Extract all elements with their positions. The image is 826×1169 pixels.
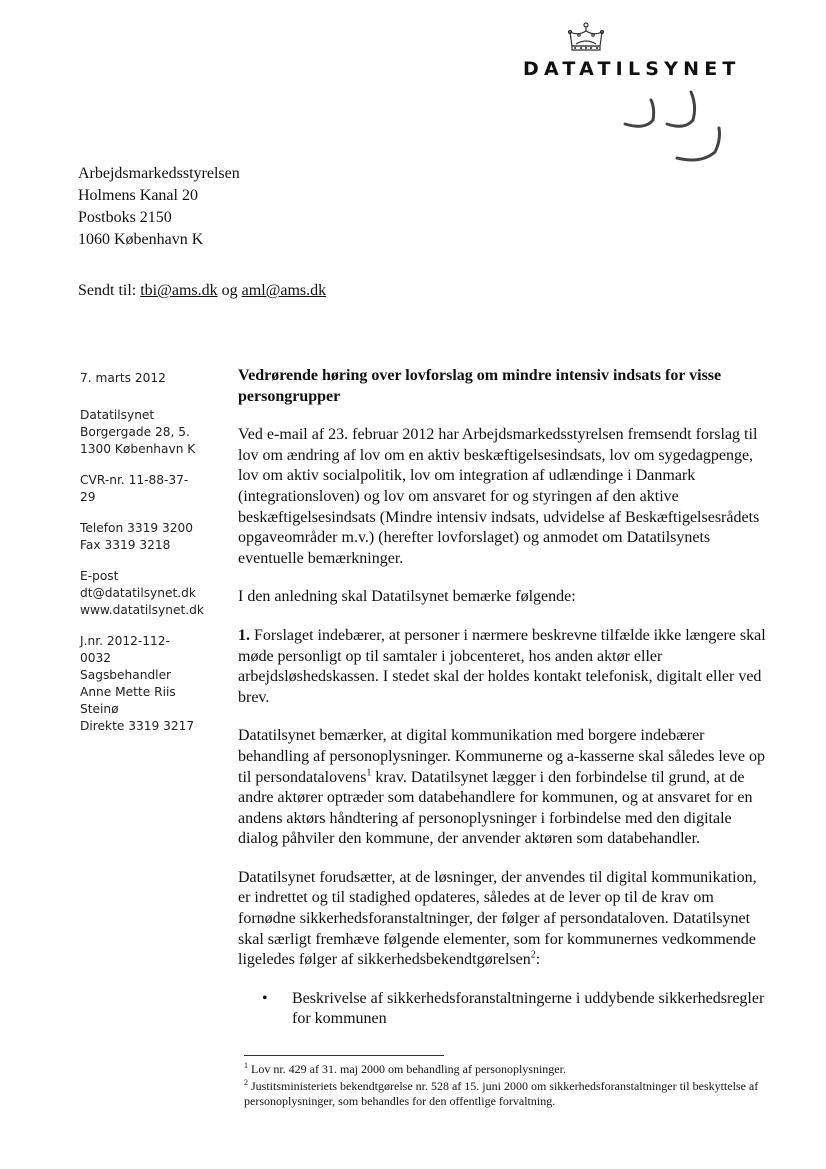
footnote-text: Justitsministeriets bekendtgørelse nr. 528 af 15. juni 2000 om sikkerhedsforanstaltninger til beskyttelse af personoplysninger, som behandles for den offentlige forvaltning. <box>244 1079 759 1108</box>
letter-body <box>238 366 766 1048</box>
recipient-line: Postboks 2150 <box>78 209 172 226</box>
recipient-address <box>78 163 240 251</box>
phone-line: Telefon 3319 3200 <box>80 521 194 535</box>
sender-sidebar <box>80 370 230 749</box>
list-item-text: Beskrivelse af sikkerhedsforanstaltningerne i uddybende sikkerhedsregler for kommunen <box>292 989 765 1028</box>
case-line: J.nr. 2012-112- <box>80 634 170 648</box>
case-line: Steinø <box>80 702 119 716</box>
letter-date-block <box>80 370 230 387</box>
footnote-ref-2: 2 <box>530 949 536 961</box>
list-item <box>238 989 766 1030</box>
brand-wordmark: DATATILSYNET <box>523 58 741 80</box>
cvr-block <box>80 472 230 506</box>
footnote-number: 2 <box>244 1078 248 1087</box>
sender-line: Borgergade 28, 5. <box>80 425 190 439</box>
footnote-1 <box>244 1062 774 1077</box>
letter-subject: Vedrørende høring over lovforslag om mindre intensiv indsats for visse persongrupper <box>238 367 722 405</box>
case-line: Anne Mette Riis <box>80 685 176 699</box>
recipient-line: Arbejdsmarkedsstyrelsen <box>78 165 240 182</box>
sent-to-line <box>78 282 326 300</box>
paragraph-text: Datatilsynet bemærker, at digital kommunikation med borgere indebærer behandling af personoplysninger. Kommunerne og a-kasserne skal således leve op til persondatalovens <box>238 727 765 786</box>
paragraph-1-text: Forslaget indebærer, at personer i nærmere beskrevne tilfælde ikke længere skal møde personligt op til samtaler i jobcenteret, hos anden aktør eller arbejdsløshedskassen. I stedet skal der holdes kontakt telefonisk, digitalt eller ved brev. <box>238 626 766 706</box>
cvr-line: CVR-nr. 11-88-37- <box>80 473 189 487</box>
paragraph-lead: I den anledning skal Datatilsynet bemærke følgende: <box>238 588 576 606</box>
paragraph-1 <box>238 626 766 708</box>
cvr-line: 29 <box>80 490 96 504</box>
fax-line: Fax 3319 3218 <box>80 538 171 552</box>
sender-line: 1300 København K <box>80 442 196 456</box>
case-line: Sagsbehandler <box>80 668 172 682</box>
handwritten-initials-mark <box>615 88 735 168</box>
crown-icon <box>566 22 606 54</box>
recipient-line: 1060 København K <box>78 231 204 248</box>
recipient-line: Holmens Kanal 20 <box>78 187 198 204</box>
contact-block <box>80 568 230 619</box>
paragraph-text: : <box>535 951 541 969</box>
contact-website: www.datatilsynet.dk <box>80 603 204 617</box>
letter-date: 7. marts 2012 <box>80 371 166 385</box>
sender-line: Datatilsynet <box>80 408 155 422</box>
sent-to-label: Sendt til: <box>78 282 141 299</box>
email-link-tbi[interactable]: tbi@ams.dk <box>140 282 218 299</box>
email-link-aml[interactable]: aml@ams.dk <box>241 282 327 299</box>
paragraph-text: Datatilsynet forudsætter, at de løsninger, der anvendes til digital kommunikation, er indrettet og til stadighed opdateres, således at de lever op til de krav om fornødne sikkerhedsforanstaltninger, der følger af persondataloven. Datatilsynet skal særligt fremhæve følgende elementer, som for kommunernes vedkommende ligeledes følger af sikkerhedsbekendtgørelsen <box>238 868 757 969</box>
paragraph-digital <box>238 726 766 850</box>
email-label: E-post <box>80 569 119 583</box>
sender-address-block <box>80 407 230 458</box>
contact-email: dt@datatilsynet.dk <box>80 586 196 600</box>
bullet-marker: • <box>262 989 268 1007</box>
case-line: 0032 <box>80 651 112 665</box>
paragraph-security <box>238 868 766 971</box>
footnotes <box>244 1062 774 1111</box>
footnote-number: 1 <box>244 1061 248 1070</box>
sent-joiner: og <box>217 282 242 299</box>
paragraph-intro: Ved e-mail af 23. februar 2012 har Arbejdsmarkedsstyrelsen fremsendt forslag til lov om ændring af lov om en aktiv beskæftigelsesindsats, lov om sygedagpenge, lov om aktiv socialpolitik, lov om integration af udlændinge i Danmark (integrationsloven) og lov om ansvaret for og styringen af den aktive beskæftigelsesindsats (Mindre intensiv indsats, udvidelse af Beskæftigelsesrådets opgaveområder m.v.) (herefter lovforslaget) og anmodet om Datatilsynets eventuelle bemærkninger. <box>238 426 760 567</box>
paragraph-text: krav. Datatilsynet lægger i den forbindelse til grund, at de andre aktører optræder som databehandlere for kommunen, og at ansvaret for en andens aktørs håndtering af personoplysninger i forbindelse med den digitale dialog påhviler den kommune, der anvender aktøren som databehandler. <box>238 768 753 848</box>
footnote-text: Lov nr. 429 af 31. maj 2000 om behandling af personoplysninger. <box>248 1062 566 1076</box>
footnote-ref-1: 1 <box>366 767 372 779</box>
case-line: Direkte 3319 3217 <box>80 719 195 733</box>
case-block <box>80 633 230 735</box>
paragraph-number: 1. <box>238 626 250 644</box>
footnote-2 <box>244 1079 774 1109</box>
footnote-divider <box>244 1055 444 1056</box>
phone-block <box>80 520 230 554</box>
